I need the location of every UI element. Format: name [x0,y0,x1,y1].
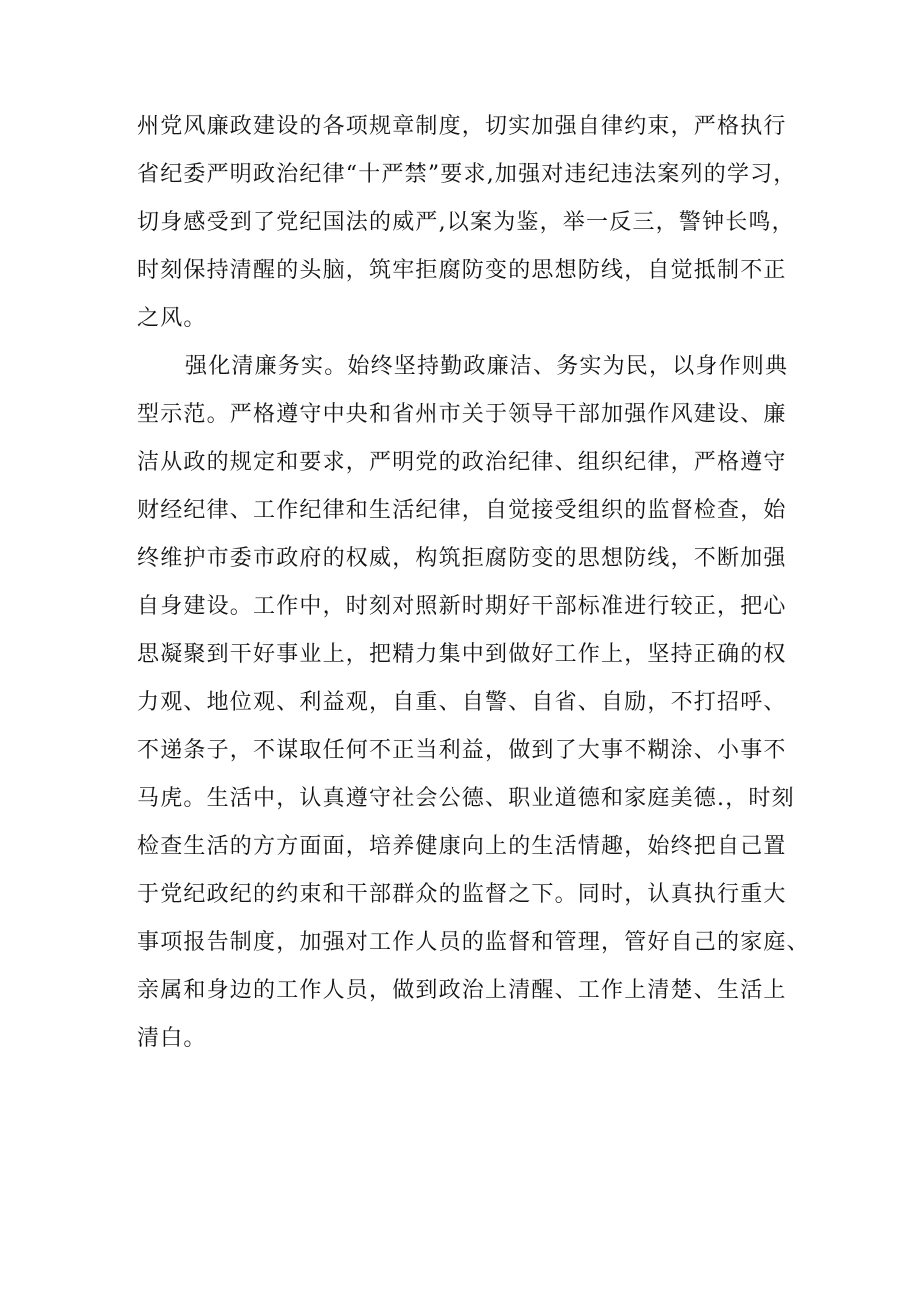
text-line: 马虎。生活中，认真遵守社会公德、职业道德和家庭美德.，时刻 [137,786,795,811]
text-line: 终维护市委市政府的权威，构筑拒腐防变的思想防线，不断加强 [137,546,787,571]
text-line: 型示范。严格遵守中央和省州市关于领导干部加强作风建设、廉 [137,402,787,427]
text-line: 之风。 [137,306,207,331]
paragraph-first-line: 强化清廉务实。始终坚持勤政廉洁、务实为民，以身作则典 [185,354,789,379]
text-line: 时刻保持清醒的头脑，筑牢拒腐防变的思想防线，自觉抵制不正 [137,258,787,283]
text-line: 于党纪政纪的约束和干部群众的监督之下。同时，认真执行重大 [137,882,787,907]
text-line: 事项报告制度，加强对工作人员的监督和管理，管好自己的家庭、 [137,930,810,955]
text-line: 亲属和身边的工作人员，做到政治上清醒、工作上清楚、生活上 [137,978,787,1003]
text-line: 财经纪律、工作纪律和生活纪律，自觉接受组织的监督检查，始 [137,498,787,523]
text-line: 不递条子，不谋取任何不正当利益，做到了大事不糊涂、小事不 [137,738,787,763]
text-line: 清白。 [137,1026,207,1051]
text-line: 省纪委严明政治纪律“十严禁”要求,加强对违纪违法案列的学习， [137,162,797,187]
text-line: 州党风廉政建设的各项规章制度，切实加强自律约束，严格执行 [137,114,787,139]
text-line: 洁从政的规定和要求，严明党的政治纪律、组织纪律，严格遵守 [137,450,787,475]
text-line: 切身感受到了党纪国法的威严,以案为鉴，举一反三，警钟长鸣， [137,210,795,235]
text-line: 力观、地位观、利益观，自重、自警、自省、自励，不打招呼、 [137,690,787,715]
body-text [137,103,810,1063]
text-line: 思凝聚到干好事业上，把精力集中到做好工作上，坚持正确的权 [137,642,787,667]
text-line: 自身建设。工作中，时刻对照新时期好干部标准进行较正，把心 [137,594,787,619]
text-line: 检查生活的方方面面，培养健康向上的生活情趣，始终把自己置 [137,834,787,859]
